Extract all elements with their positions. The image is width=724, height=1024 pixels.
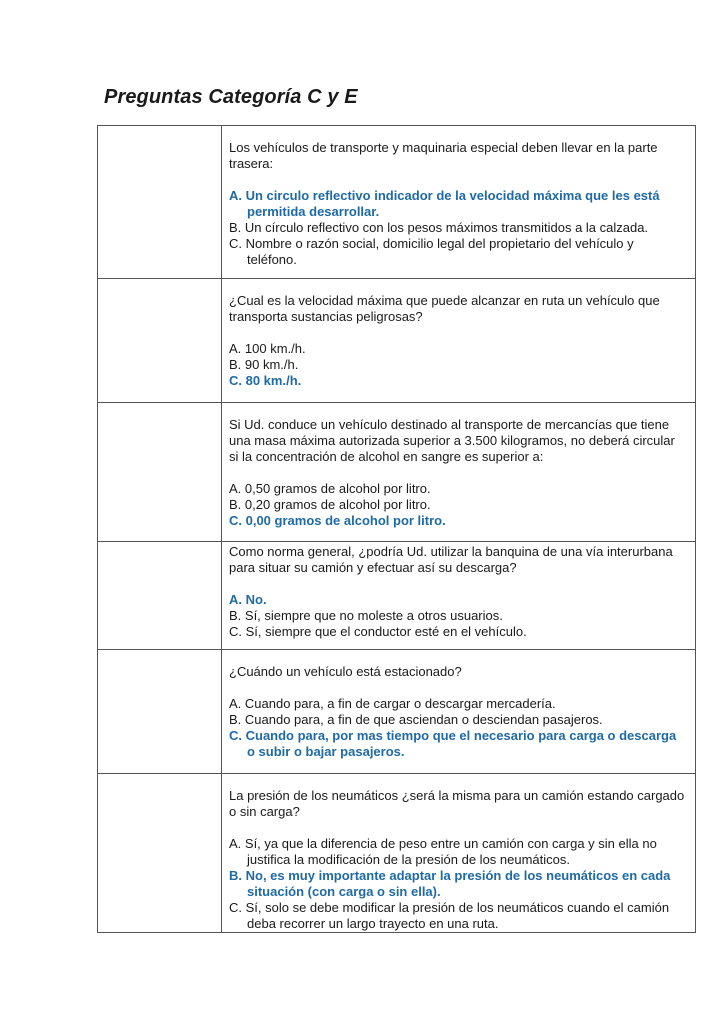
question-row xyxy=(98,279,696,403)
question-cell xyxy=(222,542,696,650)
question-row xyxy=(98,403,696,542)
answer-options xyxy=(229,836,687,932)
answer-option: B. 0,20 gramos de alcohol por litro. xyxy=(229,497,431,512)
answer-option: C. Sí, solo se debe modificar la presión de los neumáticos cuando el camión deba recorrer un largo trayecto en una ruta. xyxy=(229,900,670,931)
question-cell xyxy=(222,774,696,933)
answer-option: B. Un círculo reflectivo con los pesos máximos transmitidos a la calzada. xyxy=(229,220,649,235)
question-cell xyxy=(222,403,696,542)
question-row xyxy=(98,542,696,650)
answer-option: B. 90 km./h. xyxy=(229,357,299,372)
answer-options xyxy=(229,696,687,760)
answer-option: C. Nombre o razón social, domicilio legal del propietario del vehículo y teléfono. xyxy=(229,236,634,267)
question-text: Los vehículos de transporte y maquinaria especial deben llevar en la parte trasera: xyxy=(229,140,658,171)
answer-options xyxy=(229,592,687,640)
answer-options xyxy=(229,188,687,268)
question-number-cell xyxy=(98,542,222,650)
answer-options xyxy=(229,341,687,389)
question-number-cell xyxy=(98,774,222,933)
question-text: La presión de los neumáticos ¿será la misma para un camión estando cargado o sin carga? xyxy=(229,788,685,819)
question-number-cell xyxy=(98,126,222,279)
answer-option: A. Sí, ya que la diferencia de peso entre un camión con carga y sin ella no justifica la modificación de la presión de los neumáticos. xyxy=(229,836,657,867)
answer-option-correct: C. 0,00 gramos de alcohol por litro. xyxy=(229,513,446,528)
answer-option: A. 100 km./h. xyxy=(229,341,306,356)
answer-option: A. Cuando para, a fin de cargar o descargar mercadería. xyxy=(229,696,556,711)
question-text: ¿Cuándo un vehículo está estacionado? xyxy=(229,664,462,679)
question-row xyxy=(98,774,696,933)
question-cell xyxy=(222,650,696,774)
answer-option-correct: C. 80 km./h. xyxy=(229,373,302,388)
question-cell xyxy=(222,126,696,279)
questions-table xyxy=(97,125,696,933)
answer-option: B. Sí, siempre que no moleste a otros usuarios. xyxy=(229,608,503,623)
question-row xyxy=(98,126,696,279)
answer-option: B. Cuando para, a fin de que asciendan o desciendan pasajeros. xyxy=(229,712,603,727)
question-text: Como norma general, ¿podría Ud. utilizar la banquina de una vía interurbana para situar su camión y efectuar así su descarga? xyxy=(229,544,673,575)
question-text: ¿Cual es la velocidad máxima que puede alcanzar en ruta un vehículo que transporta sustancias peligrosas? xyxy=(229,293,660,324)
answer-option: A. 0,50 gramos de alcohol por litro. xyxy=(229,481,431,496)
question-row xyxy=(98,650,696,774)
answer-option-correct: A. Un circulo reflectivo indicador de la velocidad máxima que les está permitida desarrollar. xyxy=(229,188,660,219)
question-number-cell xyxy=(98,403,222,542)
question-number-cell xyxy=(98,279,222,403)
question-cell xyxy=(222,279,696,403)
question-number-cell xyxy=(98,650,222,774)
page-title: Preguntas Categoría C y E xyxy=(104,86,358,108)
answer-option-correct: B. No, es muy importante adaptar la presión de los neumáticos en cada situación (con carga o sin ella). xyxy=(229,868,671,899)
answer-option-correct: C. Cuando para, por mas tiempo que el necesario para carga o descarga o subir o bajar pasajeros. xyxy=(229,728,677,759)
answer-option-correct: A. No. xyxy=(229,592,267,607)
question-text: Si Ud. conduce un vehículo destinado al transporte de mercancías que tiene una masa máxima autorizada superior a 3.500 kilogramos, no deberá circular si la concentración de alcohol en sangre es superior a: xyxy=(229,417,675,464)
answer-options xyxy=(229,481,687,529)
answer-option: C. Sí, siempre que el conductor esté en el vehículo. xyxy=(229,624,527,639)
